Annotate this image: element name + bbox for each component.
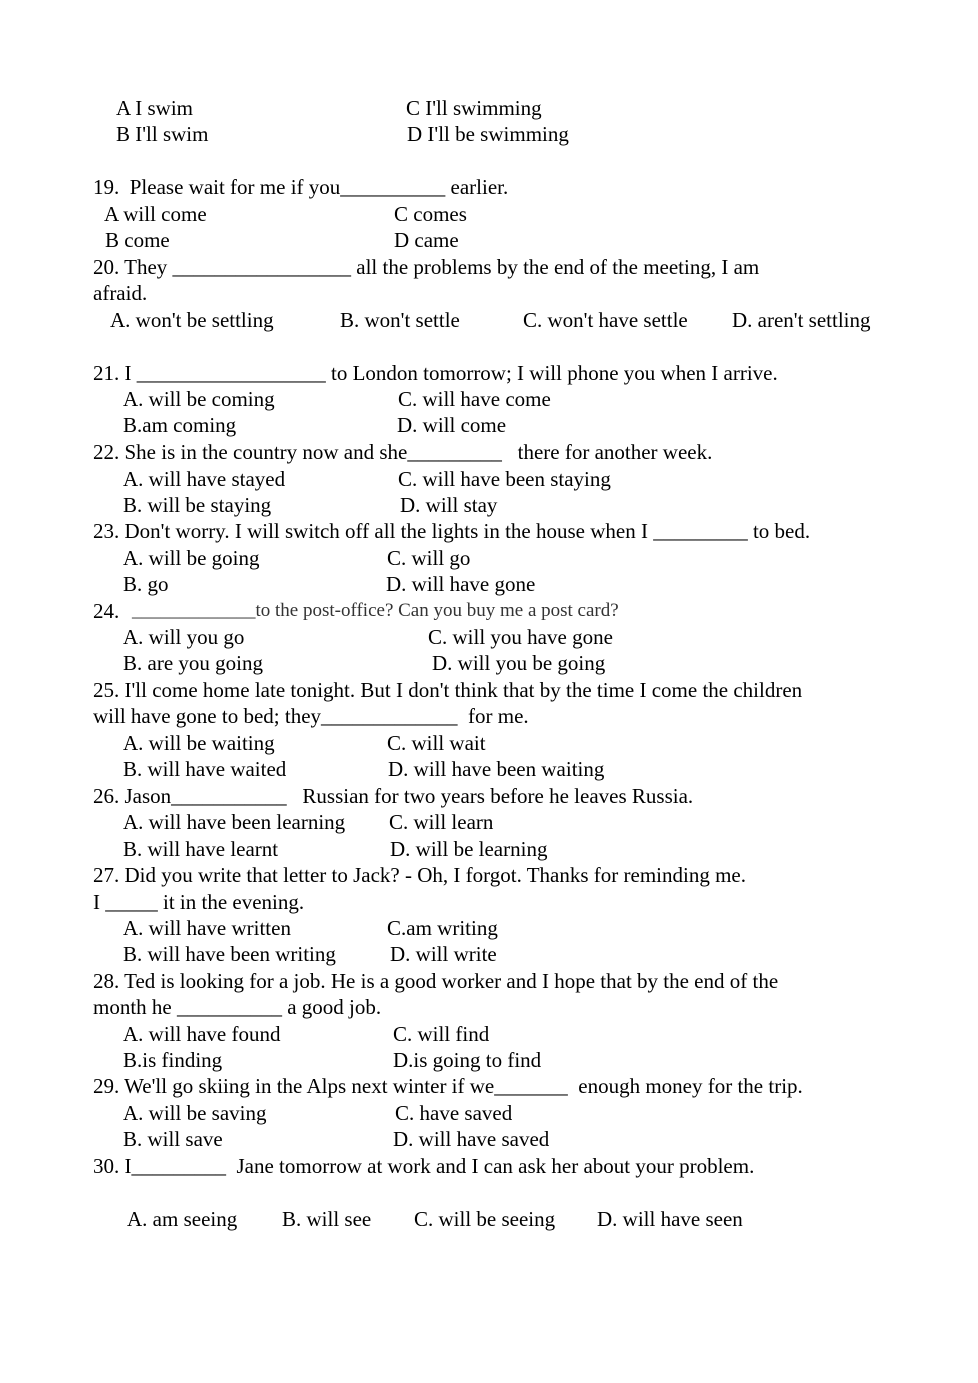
- q25-stem-line1: 25. I'll come home late tonight. But I don't think that by the time I come the children: [93, 678, 803, 702]
- q25-stem-line2: will have gone to bed; they_____________ for me.: [93, 704, 529, 728]
- q27-option-b: B. will have been writing: [123, 942, 336, 966]
- q26-stem: 26. Jason___________ Russian for two years before he leaves Russia.: [93, 784, 694, 808]
- q29-option-b: B. will save: [123, 1127, 223, 1151]
- q20-option-c: C. won't have settle: [523, 308, 688, 332]
- q28-option-b: B.is finding: [123, 1048, 223, 1072]
- q21-option-c: C. will have come: [398, 387, 551, 411]
- q19-option-c: C comes: [394, 202, 467, 226]
- q24-option-a: A. will you go: [123, 625, 245, 649]
- q20-option-d: D. aren't settling: [732, 308, 871, 332]
- q26-option-a: A. will have been learning: [123, 810, 346, 834]
- q19-option-b: B come: [105, 228, 170, 252]
- q28-option-c: C. will find: [393, 1022, 490, 1046]
- q24-option-d: D. will you be going: [432, 651, 606, 675]
- q28-stem-line2: month he __________ a good job.: [93, 995, 382, 1019]
- q20-stem-line1: 20. They _________________ all the problems by the end of the meeting, I am: [93, 255, 760, 279]
- q30-option-c: C. will be seeing: [414, 1207, 556, 1231]
- q25-option-b: B. will have waited: [123, 757, 287, 781]
- q28-option-d: D.is going to find: [393, 1048, 542, 1072]
- q29-option-c: C. have saved: [395, 1101, 513, 1125]
- q18-option-d: D I'll be swimming: [407, 122, 569, 146]
- q18-option-a: A I swim: [116, 96, 194, 120]
- q18-option-c: C I'll swimming: [406, 96, 542, 120]
- q28-stem-line1: 28. Ted is looking for a job. He is a good worker and I hope that by the end of the: [93, 969, 779, 993]
- q23-option-b: B. go: [123, 572, 169, 596]
- q21-option-a: A. will be coming: [123, 387, 275, 411]
- q26-option-d: D. will be learning: [390, 837, 548, 861]
- q24-option-c: C. will you have gone: [428, 625, 613, 649]
- q25-option-c: C. will wait: [387, 731, 486, 755]
- q24-number: 24.: [93, 599, 120, 623]
- q27-stem-line2: I _____ it in the evening.: [93, 890, 305, 914]
- q25-option-d: D. will have been waiting: [388, 757, 605, 781]
- q27-option-a: A. will have written: [123, 916, 291, 940]
- q21-stem: 21. I __________________ to London tomorrow; I will phone you when I arrive.: [93, 361, 778, 385]
- q19-option-d: D came: [394, 228, 459, 252]
- q18-option-b: B I'll swim: [116, 122, 209, 146]
- q23-stem: 23. Don't worry. I will switch off all the lights in the house when I _________ to bed.: [93, 519, 811, 543]
- q20-option-a: A. won't be settling: [110, 308, 274, 332]
- q19-option-a: A will come: [104, 202, 207, 226]
- q29-option-a: A. will be saving: [123, 1101, 267, 1125]
- q25-option-a: A. will be waiting: [123, 731, 275, 755]
- q26-option-b: B. will have learnt: [123, 837, 279, 861]
- q30-option-a: A. am seeing: [127, 1207, 238, 1231]
- q24-option-b: B. are you going: [123, 651, 263, 675]
- q30-stem: 30. I_________ Jane tomorrow at work and I can ask her about your problem.: [93, 1154, 755, 1178]
- q20-option-b: B. won't settle: [340, 308, 460, 332]
- q22-stem: 22. She is in the country now and she_________ there for another week.: [93, 440, 713, 464]
- q27-stem-line1: 27. Did you write that letter to Jack? - Oh, I forgot. Thanks for reminding me.: [93, 863, 746, 887]
- q21-option-b: B.am coming: [123, 413, 237, 437]
- q27-option-c: C.am writing: [387, 916, 498, 940]
- q22-option-a: A. will have stayed: [123, 467, 286, 491]
- q26-option-c: C. will learn: [389, 810, 494, 834]
- q29-option-d: D. will have saved: [393, 1127, 550, 1151]
- q23-option-a: A. will be going: [123, 546, 260, 570]
- q22-option-c: C. will have been staying: [398, 467, 611, 491]
- q28-option-a: A. will have found: [123, 1022, 281, 1046]
- q30-option-d: D. will have seen: [597, 1207, 743, 1231]
- q24-stem: _____________to the post-office? Can you buy me a post card?: [132, 600, 619, 621]
- q23-option-c: C. will go: [387, 546, 471, 570]
- q19-stem: 19. Please wait for me if you__________ earlier.: [93, 175, 509, 199]
- q27-option-d: D. will write: [390, 942, 497, 966]
- q22-option-d: D. will stay: [400, 493, 498, 517]
- q21-option-d: D. will come: [397, 413, 507, 437]
- q20-stem-line2: afraid.: [93, 281, 148, 305]
- q29-stem: 29. We'll go skiing in the Alps next winter if we_______ enough money for the trip.: [93, 1074, 803, 1098]
- q22-option-b: B. will be staying: [123, 493, 272, 517]
- q30-option-b: B. will see: [282, 1207, 372, 1231]
- q23-option-d: D. will have gone: [386, 572, 536, 596]
